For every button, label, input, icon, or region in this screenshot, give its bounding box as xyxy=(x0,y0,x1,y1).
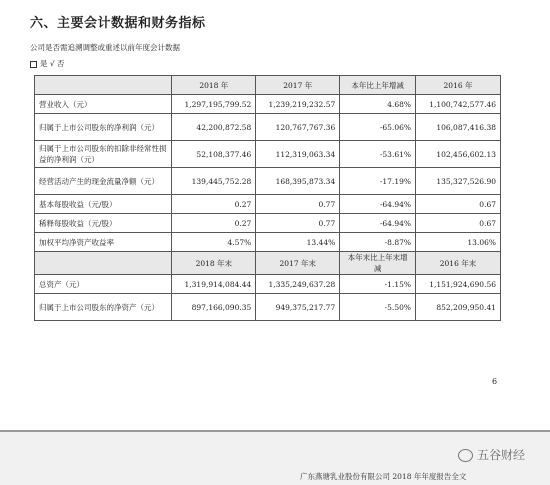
header-cell: 2018 年末 xyxy=(172,252,256,275)
table-row xyxy=(35,141,501,168)
value-2017: 1,335,249,637.28 xyxy=(256,275,340,294)
value-change: -5.50% xyxy=(340,294,416,321)
header-cell: 本年末比上年末增减 xyxy=(340,252,416,275)
value-2016: 0.67 xyxy=(416,214,501,233)
header-cell: 本年比上年增减 xyxy=(340,76,416,95)
table-row xyxy=(35,214,501,233)
value-change: -64.94% xyxy=(340,195,416,214)
table-row xyxy=(35,294,501,321)
header-cell: 2016 年 xyxy=(416,76,501,95)
value-2018: 1,319,914,084.44 xyxy=(172,275,256,294)
header-cell: 2017 年 xyxy=(256,76,340,95)
header-cell xyxy=(35,76,172,95)
value-2016: 0.67 xyxy=(416,195,501,214)
value-2018: 52,108,377.46 xyxy=(172,141,256,168)
table-header-row xyxy=(35,252,501,275)
value-2018: 139,445,752.28 xyxy=(172,168,256,195)
value-2017: 1,239,219,232.57 xyxy=(256,95,340,114)
value-2016: 1,100,742,577.46 xyxy=(416,95,501,114)
value-2016: 135,327,526.90 xyxy=(416,168,501,195)
table-row xyxy=(35,275,501,294)
restatement-note: 公司是否需追溯调整或重述以前年度会计数据 xyxy=(30,43,180,52)
table-row xyxy=(35,114,501,141)
table-row xyxy=(35,195,501,214)
value-2017: 13.44% xyxy=(256,233,340,252)
row-label: 归属于上市公司股东的净利润（元） xyxy=(35,114,172,141)
value-2016: 852,209,950.41 xyxy=(416,294,501,321)
yes-no-text: 是 √ 否 xyxy=(40,59,65,68)
table-row xyxy=(35,95,501,114)
value-2017: 112,319,063.34 xyxy=(256,141,340,168)
value-change: 4.68% xyxy=(340,95,416,114)
value-2016: 102,456,602.13 xyxy=(416,141,501,168)
header-cell xyxy=(35,252,172,275)
row-label: 基本每股收益（元/股） xyxy=(35,195,172,214)
value-2018: 1,297,195,799.52 xyxy=(172,95,256,114)
row-label: 营业收入（元） xyxy=(35,95,172,114)
value-2017: 168,395,873.34 xyxy=(256,168,340,195)
wechat-icon xyxy=(458,449,473,462)
value-2017: 949,375,217.77 xyxy=(256,294,340,321)
section-title: 六、主要会计数据和财务指标 xyxy=(30,16,206,31)
row-label: 稀释每股收益（元/股） xyxy=(35,214,172,233)
page-number: 6 xyxy=(492,377,498,386)
report-footer: 广东燕塘乳业股份有限公司 2018 年年度报告全文 xyxy=(300,472,467,481)
watermark-text: 五谷财经 xyxy=(477,448,526,462)
row-label: 总资产（元） xyxy=(35,275,172,294)
row-label: 经营活动产生的现金流量净额（元） xyxy=(35,168,172,195)
financial-table xyxy=(34,75,501,321)
value-2017: 0.77 xyxy=(256,214,340,233)
value-change: -17.19% xyxy=(340,168,416,195)
value-change: -65.06% xyxy=(340,114,416,141)
page-divider xyxy=(0,430,550,432)
value-2016: 13.06% xyxy=(416,233,501,252)
table-row xyxy=(35,168,501,195)
row-label: 归属于上市公司股东的净资产（元） xyxy=(35,294,172,321)
header-cell: 2016 年末 xyxy=(416,252,501,275)
value-2018: 0.27 xyxy=(172,214,256,233)
value-2018: 4.57% xyxy=(172,233,256,252)
value-change: -64.94% xyxy=(340,214,416,233)
value-2016: 106,087,416.38 xyxy=(416,114,501,141)
value-change: -1.15% xyxy=(340,275,416,294)
table-header-row xyxy=(35,76,501,95)
watermark-logo xyxy=(458,446,525,463)
value-2018: 897,166,090.35 xyxy=(172,294,256,321)
value-2017: 0.77 xyxy=(256,195,340,214)
row-label: 加权平均净资产收益率 xyxy=(35,233,172,252)
value-change: -8.87% xyxy=(340,233,416,252)
value-2018: 42,200,872.58 xyxy=(172,114,256,141)
checkbox-icon xyxy=(30,61,37,68)
yes-no-line xyxy=(30,58,65,69)
value-2017: 120,767,767.36 xyxy=(256,114,340,141)
value-change: -53.61% xyxy=(340,141,416,168)
value-2016: 1,151,924,690.56 xyxy=(416,275,501,294)
header-cell: 2018 年 xyxy=(172,76,256,95)
value-2018: 0.27 xyxy=(172,195,256,214)
header-cell: 2017 年末 xyxy=(256,252,340,275)
table-row xyxy=(35,233,501,252)
row-label: 归属于上市公司股东的扣除非经常性损益的净利润（元） xyxy=(35,141,172,168)
